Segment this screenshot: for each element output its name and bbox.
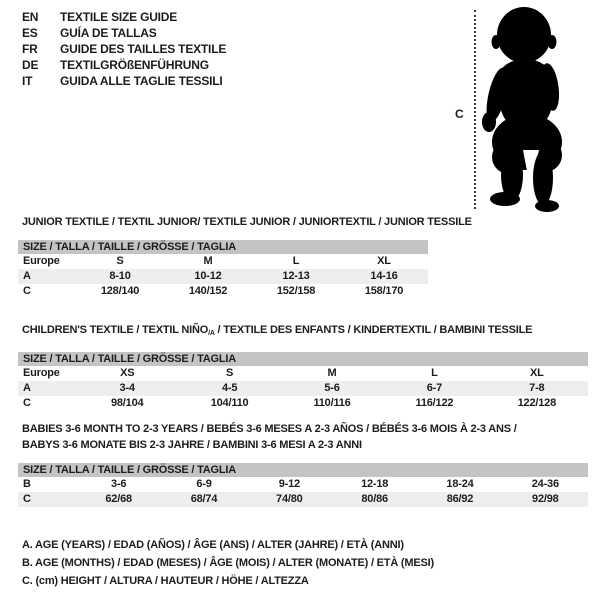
table-cell: 128/140 — [100, 285, 140, 297]
table-cell: 158/170 — [364, 285, 404, 297]
size-header-bar: SIZE / TALLA / TAILLE / GRÖSSE / TAGLIA — [18, 463, 588, 477]
table-cell: B — [23, 478, 31, 490]
toddler-silhouette-icon — [480, 5, 592, 213]
table-cell: 12-18 — [361, 478, 389, 490]
language-code: FR — [22, 42, 38, 56]
table-cell: XL — [530, 367, 544, 379]
table-cell: 62/68 — [105, 493, 132, 505]
table-cell: 74/80 — [276, 493, 303, 505]
language-code: ES — [22, 26, 38, 40]
table-title-text: JUNIOR TEXTILE / TEXTIL JUNIOR/ TEXTILE JUNIOR / JUNIORTEXTIL / JUNIOR TESSILE — [22, 216, 472, 228]
legend-line: C. (cm) HEIGHT / ALTURA / HAUTEUR / HÖHE / ALTEZZA — [22, 575, 309, 587]
table-cell: 104/110 — [210, 397, 249, 409]
table-title-text: CHILDREN'S TEXTILE / TEXTIL NIÑO — [22, 324, 209, 336]
table-cell: 7-8 — [529, 382, 545, 394]
table-title — [18, 322, 588, 342]
language-list — [22, 9, 226, 89]
table-cell: Europe — [23, 367, 60, 379]
table-title-text: /A — [208, 330, 215, 337]
table-cell: XS — [120, 367, 135, 379]
size-header-bar: SIZE / TALLA / TAILLE / GRÖSSE / TAGLIA — [18, 352, 588, 366]
table-cell: 86/92 — [446, 493, 474, 505]
table-cell: 5-6 — [324, 382, 340, 394]
table-title-line — [22, 437, 588, 453]
table-cell: 98/104 — [110, 397, 144, 409]
table-row — [18, 492, 588, 507]
language-row — [22, 57, 226, 73]
language-row — [22, 73, 226, 89]
table-cell: 12-13 — [282, 270, 310, 282]
table-cell: A — [23, 382, 31, 394]
table-cell: M — [203, 255, 213, 267]
table-title-text: / TEXTILE DES ENFANTS / KINDERTEXTIL / BAMBINI TESSILE — [214, 324, 533, 336]
language-label: TEXTILGRÖßENFÜHRUNG — [60, 58, 209, 72]
table-cell: M — [327, 367, 337, 379]
table-cell: 116/122 — [415, 397, 454, 409]
table-title — [18, 214, 472, 230]
table-cell: 9-12 — [278, 478, 300, 490]
table-cell: C — [23, 285, 31, 297]
table-row — [18, 381, 588, 396]
table-cell: L — [431, 367, 438, 379]
table-cell: 152/158 — [276, 285, 316, 297]
childrens-textile-section — [18, 322, 588, 411]
language-row — [22, 9, 226, 25]
measurement-legend — [22, 536, 434, 590]
table-row — [18, 366, 588, 381]
language-label: TEXTILE SIZE GUIDE — [60, 10, 178, 24]
table-title-line — [22, 214, 472, 230]
table-cell: C — [23, 493, 31, 505]
table-cell: 8-10 — [109, 270, 131, 282]
table-cell: A — [23, 270, 31, 282]
table-cell: 122/128 — [517, 397, 557, 409]
language-label: GUIDA ALLE TAGLIE TESSILI — [60, 74, 223, 88]
table-cell: 140/152 — [188, 285, 228, 297]
language-code: EN — [22, 10, 39, 24]
table-cell: 10-12 — [194, 270, 222, 282]
language-code: DE — [22, 58, 39, 72]
table-cell: 3-6 — [111, 478, 127, 490]
table-title — [18, 421, 588, 453]
language-row — [22, 25, 226, 41]
table-row — [18, 284, 428, 299]
height-dotted-line — [474, 10, 476, 209]
table-cell: S — [226, 367, 234, 379]
table-cell: 6-7 — [426, 382, 443, 394]
table-row — [18, 396, 588, 411]
table-row — [18, 269, 428, 284]
table-cell: 3-4 — [119, 382, 135, 394]
table-cell: C — [23, 397, 31, 409]
language-label: GUÍA DE TALLAS — [60, 26, 157, 40]
height-measure-label: C — [455, 107, 464, 121]
babies-textile-section — [18, 421, 588, 507]
table-title-line — [22, 322, 588, 342]
table-cell: XL — [377, 255, 391, 267]
table-cell: Europe — [23, 255, 60, 267]
table-title-text: BABIES 3-6 MONTH TO 2-3 YEARS / BEBÉS 3-6 MESES A 2-3 AÑOS / BÉBÉS 3-6 MOIS À 2-3 ANS / — [22, 423, 517, 435]
table-cell: 14-16 — [370, 270, 398, 282]
language-code: IT — [22, 74, 33, 88]
table-cell: 4-5 — [221, 382, 238, 394]
table-row — [18, 254, 428, 269]
table-title-text: BABYS 3-6 MONATE BIS 2-3 JAHRE / BAMBINI 3-6 MESI A 2-3 ANNI — [22, 439, 362, 451]
table-cell: 92/98 — [532, 493, 559, 505]
table-title-line — [22, 421, 588, 437]
legend-line: A. AGE (YEARS) / EDAD (AÑOS) / ÂGE (ANS) / ALTER (JAHRE) / ETÀ (ANNI) — [22, 539, 404, 551]
size-header-bar: SIZE / TALLA / TAILLE / GRÖSSE / TAGLIA — [18, 240, 428, 254]
language-row — [22, 41, 226, 57]
junior-textile-section — [18, 214, 472, 299]
table-cell: 6-9 — [196, 478, 212, 490]
table-cell: 80/86 — [361, 493, 388, 505]
language-label: GUIDE DES TAILLES TEXTILE — [60, 42, 227, 56]
table-cell: 24-36 — [531, 478, 559, 490]
table-cell: S — [116, 255, 124, 267]
table-row — [18, 477, 588, 492]
table-cell: 110/116 — [313, 397, 351, 409]
table-cell: 68/74 — [190, 493, 218, 505]
table-cell: 18-24 — [446, 478, 474, 490]
legend-line: B. AGE (MONTHS) / EDAD (MESES) / ÂGE (MOIS) / ALTER (MONATE) / ETÀ (MESI) — [22, 557, 434, 569]
table-cell: L — [292, 255, 300, 267]
